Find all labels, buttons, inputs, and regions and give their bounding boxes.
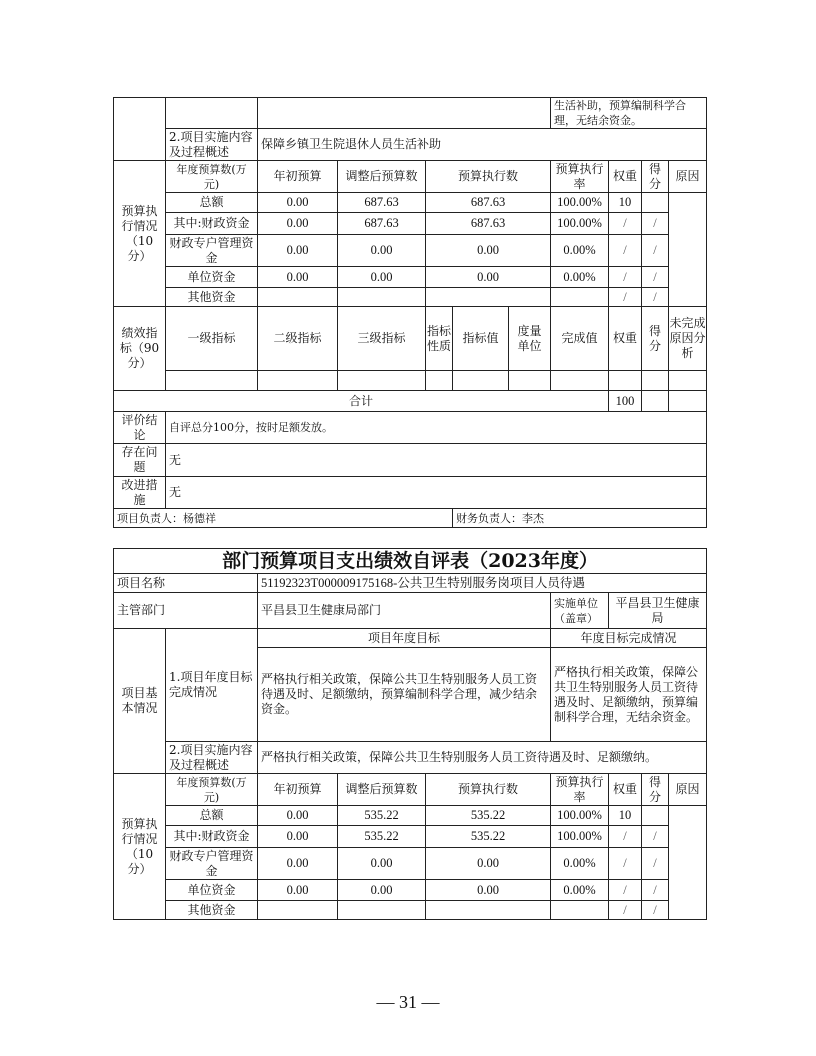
impl-text: 保障乡镇卫生院退休人员生活补助 [258, 129, 707, 161]
finance-lead: 财务负责人：李杰 [453, 509, 707, 528]
adjusted-budget: 535.22 [338, 806, 426, 826]
score: / [642, 288, 669, 307]
budget-header: 调整后预算数 [338, 161, 426, 193]
score: / [642, 267, 669, 288]
initial-budget: 0.00 [258, 235, 338, 267]
perf-cell [669, 371, 707, 391]
weight: / [609, 267, 642, 288]
executed-budget: 535.22 [426, 826, 551, 848]
budget-header: 得分 [642, 774, 669, 806]
executed-budget: 535.22 [426, 806, 551, 826]
page-number: — 31 — [376, 992, 440, 1012]
initial-budget [258, 288, 338, 307]
adjusted-budget: 535.22 [338, 826, 426, 848]
budget-section-label: 预算执行情况（10分） [114, 774, 166, 920]
score: / [642, 901, 669, 920]
budget-header: 年初预算 [258, 161, 338, 193]
budget-header: 原因 [669, 774, 707, 806]
project-name-label: 项目名称 [114, 574, 258, 593]
budget-header: 原因 [669, 161, 707, 193]
initial-budget: 0.00 [258, 848, 338, 880]
perf-header: 得分 [642, 307, 669, 371]
perf-header: 完成值 [551, 307, 609, 371]
budget-row [114, 880, 707, 901]
project-lead: 项目负责人：杨德祥 [114, 509, 453, 528]
weight: / [609, 901, 642, 920]
budget-section [114, 161, 707, 307]
impl-text: 严格执行相关政策，保障公共卫生特别服务人员工资待遇及时、足额缴纳。 [258, 742, 707, 774]
table-title: 部门预算项目支出绩效自评表（2023年度） [114, 549, 707, 574]
weight: / [609, 848, 642, 880]
goal-text-cell [258, 98, 551, 129]
perf-cell [551, 371, 609, 391]
budget-header: 预算执行数 [426, 774, 551, 806]
budget-row [114, 213, 707, 235]
score: / [642, 848, 669, 880]
perf-header: 一级指标 [166, 307, 258, 371]
improve-text: 无 [166, 477, 707, 509]
executed-budget: 0.00 [426, 235, 551, 267]
budget-header-row [114, 161, 707, 193]
execution-rate: 0.00% [551, 235, 609, 267]
initial-budget [258, 901, 338, 920]
performance-table-2023 [113, 548, 707, 920]
perf-section-label: 绩效指标（90分） [114, 307, 166, 391]
completion-text: 严格执行相关政策，保障公共卫生特别服务人员工资待遇及时、足额缴纳，预算编制科学合理，无结余资金。 [551, 648, 707, 742]
score: / [642, 213, 669, 235]
goal-label: 1.项目年度目标完成情况 [166, 629, 258, 742]
score: / [642, 826, 669, 848]
budget-row-label: 总额 [166, 193, 258, 213]
initial-budget: 0.00 [258, 213, 338, 235]
budget-row-label: 其中:财政资金 [166, 213, 258, 235]
executed-budget [426, 288, 551, 307]
executed-budget: 687.63 [426, 193, 551, 213]
executed-budget: 687.63 [426, 213, 551, 235]
adjusted-budget: 0.00 [338, 848, 426, 880]
execution-rate: 100.00% [551, 193, 609, 213]
weight: 10 [609, 193, 642, 213]
conclusion-label: 评价结论 [114, 412, 166, 444]
goal-text: 严格执行相关政策，保障公共卫生特别服务人员工资待遇及时、足额缴纳，预算编制科学合理，减少结余资金。 [258, 648, 551, 742]
reason-cell [669, 193, 707, 307]
performance-table-continued [113, 97, 707, 528]
budget-header: 权重 [609, 774, 642, 806]
budget-header: 得分 [642, 161, 669, 193]
perf-cell [453, 371, 509, 391]
budget-header: 预算执行率 [551, 774, 609, 806]
conclusion-text: 自评总分100分，按时足额发放。 [166, 412, 707, 444]
unit-value: 平昌县卫生健康局 [609, 593, 707, 629]
score: / [642, 880, 669, 901]
budget-header: 预算执行率 [551, 161, 609, 193]
execution-rate [551, 901, 609, 920]
issues-text: 无 [166, 444, 707, 477]
issues-label: 存在问题 [114, 444, 166, 477]
executed-budget: 0.00 [426, 267, 551, 288]
perf-header: 权重 [609, 307, 642, 371]
weight: 10 [609, 806, 642, 826]
adjusted-budget: 687.63 [338, 193, 426, 213]
weight: / [609, 213, 642, 235]
budget-row [114, 288, 707, 307]
budget-row-label: 单位资金 [166, 880, 258, 901]
weight: / [609, 880, 642, 901]
execution-rate: 0.00% [551, 880, 609, 901]
weight: / [609, 288, 642, 307]
budget-row [114, 826, 707, 848]
perf-cell [338, 371, 426, 391]
executed-budget: 0.00 [426, 880, 551, 901]
budget-header: 年初预算 [258, 774, 338, 806]
budget-header: 年度预算数(万元) [166, 774, 258, 806]
goal-label-cell [166, 98, 258, 129]
budget-row-label: 其他资金 [166, 288, 258, 307]
execution-rate [551, 288, 609, 307]
perf-header: 指标性质 [426, 307, 453, 371]
score: / [642, 235, 669, 267]
budget-header: 预算执行数 [426, 161, 551, 193]
execution-rate: 0.00% [551, 267, 609, 288]
improve-label: 改进措施 [114, 477, 166, 509]
budget-row-label: 财政专户管理资金 [166, 848, 258, 880]
total-reason [669, 391, 707, 412]
perf-cell [609, 371, 642, 391]
perf-cell [166, 371, 258, 391]
initial-budget: 0.00 [258, 826, 338, 848]
basic-info-label-cell [114, 98, 166, 161]
goal-header: 项目年度目标 [258, 629, 551, 648]
perf-cell [509, 371, 551, 391]
budget-row [114, 806, 707, 826]
adjusted-budget: 687.63 [338, 213, 426, 235]
completion-text-cell: 生活补助，预算编制科学合理，无结余资金。 [551, 98, 707, 129]
budget-row [114, 901, 707, 920]
executed-budget [426, 901, 551, 920]
budget-row-label: 单位资金 [166, 267, 258, 288]
budget-header-row [114, 774, 707, 806]
perf-header: 二级指标 [258, 307, 338, 371]
completion-header: 年度目标完成情况 [551, 629, 707, 648]
execution-rate: 100.00% [551, 806, 609, 826]
budget-row-label: 财政专户管理资金 [166, 235, 258, 267]
initial-budget: 0.00 [258, 880, 338, 901]
budget-row-label: 其中:财政资金 [166, 826, 258, 848]
perf-cell [642, 371, 669, 391]
budget-row [114, 193, 707, 213]
executed-budget: 0.00 [426, 848, 551, 880]
perf-header: 指标值 [453, 307, 509, 371]
initial-budget: 0.00 [258, 193, 338, 213]
project-name-value: 51192323T000009175168-公共卫生特别服务岗项目人员待遇 [258, 574, 707, 593]
adjusted-budget [338, 288, 426, 307]
basic-info-label: 项目基本情况 [114, 629, 166, 774]
budget-section-label: 预算执行情况（10分） [114, 161, 166, 307]
total-score [642, 391, 669, 412]
adjusted-budget: 0.00 [338, 235, 426, 267]
initial-budget: 0.00 [258, 267, 338, 288]
initial-budget: 0.00 [258, 806, 338, 826]
unit-label: 实施单位（盖章） [551, 593, 609, 629]
budget-section [114, 774, 707, 920]
weight: / [609, 235, 642, 267]
budget-header: 年度预算数(万元) [166, 161, 258, 193]
perf-cell [258, 371, 338, 391]
impl-label: 2.项目实施内容及过程概述 [166, 129, 258, 161]
dept-label: 主管部门 [114, 593, 258, 629]
perf-header: 度量单位 [509, 307, 551, 371]
budget-header: 调整后预算数 [338, 774, 426, 806]
weight: / [609, 826, 642, 848]
execution-rate: 100.00% [551, 826, 609, 848]
perf-header: 未完成原因分析 [669, 307, 707, 371]
budget-row [114, 267, 707, 288]
budget-header: 权重 [609, 161, 642, 193]
budget-row [114, 848, 707, 880]
budget-row-label: 其他资金 [166, 901, 258, 920]
budget-row [114, 235, 707, 267]
budget-row-label: 总额 [166, 806, 258, 826]
total-weight: 100 [609, 391, 642, 412]
execution-rate: 0.00% [551, 848, 609, 880]
adjusted-budget: 0.00 [338, 267, 426, 288]
dept-value: 平昌县卫生健康局部门 [258, 593, 551, 629]
score [642, 193, 669, 213]
impl-label: 2.项目实施内容及过程概述 [166, 742, 258, 774]
adjusted-budget: 0.00 [338, 880, 426, 901]
reason-cell [669, 806, 707, 920]
adjusted-budget [338, 901, 426, 920]
execution-rate: 100.00% [551, 213, 609, 235]
score [642, 806, 669, 826]
perf-header: 三级指标 [338, 307, 426, 371]
total-label: 合计 [114, 391, 609, 412]
perf-cell [426, 371, 453, 391]
